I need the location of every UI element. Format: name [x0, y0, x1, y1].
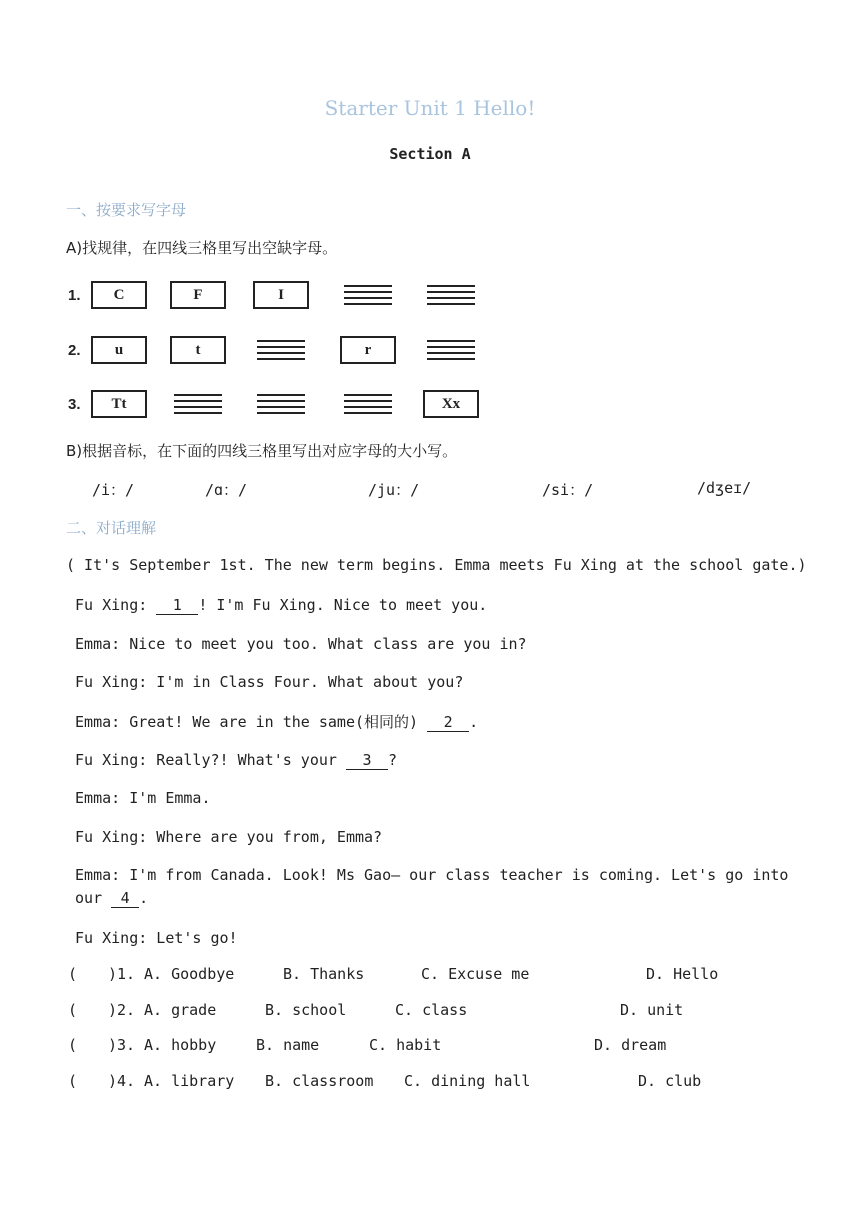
option-a: A. library	[144, 1072, 235, 1090]
letter-box: r	[340, 336, 396, 364]
option-d: D. unit	[620, 1001, 684, 1019]
phonetic-2: /ɑ：/	[205, 481, 248, 499]
dialogue-line-5	[66, 751, 397, 770]
phonetic-1: /i：/	[92, 481, 135, 499]
letter-box: Xx	[423, 390, 479, 418]
letter-box: C	[91, 281, 147, 309]
answer-paren[interactable]: (	[68, 965, 78, 983]
four-line-grid[interactable]	[257, 340, 305, 360]
row-number: 1.	[68, 287, 81, 304]
blank-1: 1	[156, 596, 198, 615]
dialogue-line-2: Emma: Nice to meet you too. What class are you in?	[66, 635, 527, 653]
dialogue-line-9	[66, 889, 148, 908]
scene-description: ( It's September 1st. The new term begins. Emma meets Fu Xing at the school gate.)	[66, 556, 807, 574]
phonetic-5: /dʒeɪ/	[697, 479, 752, 497]
dialogue-line-8: Emma: I'm from Canada. Look! Ms Gao— our class teacher is coming. Let's go into	[66, 866, 789, 884]
page-title: Starter Unit 1 Hello!	[324, 96, 536, 120]
dialogue-text: Emma: Great! We are in the same(相同的)	[66, 713, 428, 731]
dialogue-line-1	[66, 596, 487, 615]
phonetic-4: /si：/	[542, 481, 594, 499]
option-b: B. Thanks	[283, 965, 365, 983]
dialogue-line-3: Fu Xing: I'm in Class Four. What about you?	[66, 673, 464, 691]
four-line-grid[interactable]	[174, 394, 222, 414]
phonetic-3: /ju：/	[368, 481, 420, 499]
dialogue-text: ?	[387, 751, 397, 769]
blank-2: 2	[427, 713, 469, 732]
row-number: 2.	[68, 342, 81, 359]
dialogue-text: .	[469, 713, 479, 731]
letter-box: u	[91, 336, 147, 364]
dialogue-line-10: Fu Xing: Let's go!	[66, 929, 238, 947]
dialogue-line-4	[66, 711, 478, 732]
blank-3: 3	[346, 751, 388, 770]
option-d: D. dream	[594, 1036, 667, 1054]
answer-paren[interactable]: (	[68, 1072, 78, 1090]
question-number: )2.	[108, 1001, 136, 1019]
option-c: C. class	[395, 1001, 468, 1019]
question-number: )3.	[108, 1036, 136, 1054]
section-subtitle: Section A	[389, 145, 471, 163]
part2-heading: 二、对话理解	[66, 519, 157, 537]
dialogue-text: our	[66, 889, 112, 907]
dialogue-text: Fu Xing:	[66, 596, 157, 614]
dialogue-line-6: Emma: I'm Emma.	[66, 789, 211, 807]
option-d: D. Hello	[646, 965, 719, 983]
option-c: C. habit	[369, 1036, 442, 1054]
four-line-grid[interactable]	[344, 285, 392, 305]
option-a: A. grade	[144, 1001, 217, 1019]
four-line-grid[interactable]	[427, 285, 475, 305]
question-number: )1.	[108, 965, 136, 983]
blank-4: 4	[111, 889, 139, 908]
four-line-grid[interactable]	[344, 394, 392, 414]
option-b: B. name	[256, 1036, 320, 1054]
option-b: B. school	[265, 1001, 347, 1019]
part1-heading: 一、按要求写字母	[66, 201, 187, 219]
letter-box: F	[170, 281, 226, 309]
letter-box: Tt	[91, 390, 147, 418]
option-a: A. hobby	[144, 1036, 217, 1054]
dialogue-line-7: Fu Xing: Where are you from, Emma?	[66, 828, 383, 846]
question-number: )4.	[108, 1072, 136, 1090]
answer-paren[interactable]: (	[68, 1001, 78, 1019]
letter-box: I	[253, 281, 309, 309]
option-a: A. Goodbye	[144, 965, 235, 983]
four-line-grid[interactable]	[427, 340, 475, 360]
option-d: D. club	[638, 1072, 702, 1090]
answer-paren[interactable]: (	[68, 1036, 78, 1054]
letter-box: t	[170, 336, 226, 364]
dialogue-text: Fu Xing: Really?! What's your	[66, 751, 346, 769]
row-number: 3.	[68, 396, 81, 413]
option-c: C. Excuse me	[421, 965, 530, 983]
dialogue-text: .	[139, 889, 149, 907]
option-c: C. dining hall	[404, 1072, 531, 1090]
part1-a-instruction: A)找规律，在四线三格里写出空缺字母。	[66, 239, 338, 257]
option-b: B. classroom	[265, 1072, 374, 1090]
four-line-grid[interactable]	[257, 394, 305, 414]
part1-b-instruction: B)根据音标，在下面的四线三格里写出对应字母的大小写。	[66, 442, 458, 460]
dialogue-text: ! I'm Fu Xing. Nice to meet you.	[198, 596, 488, 614]
